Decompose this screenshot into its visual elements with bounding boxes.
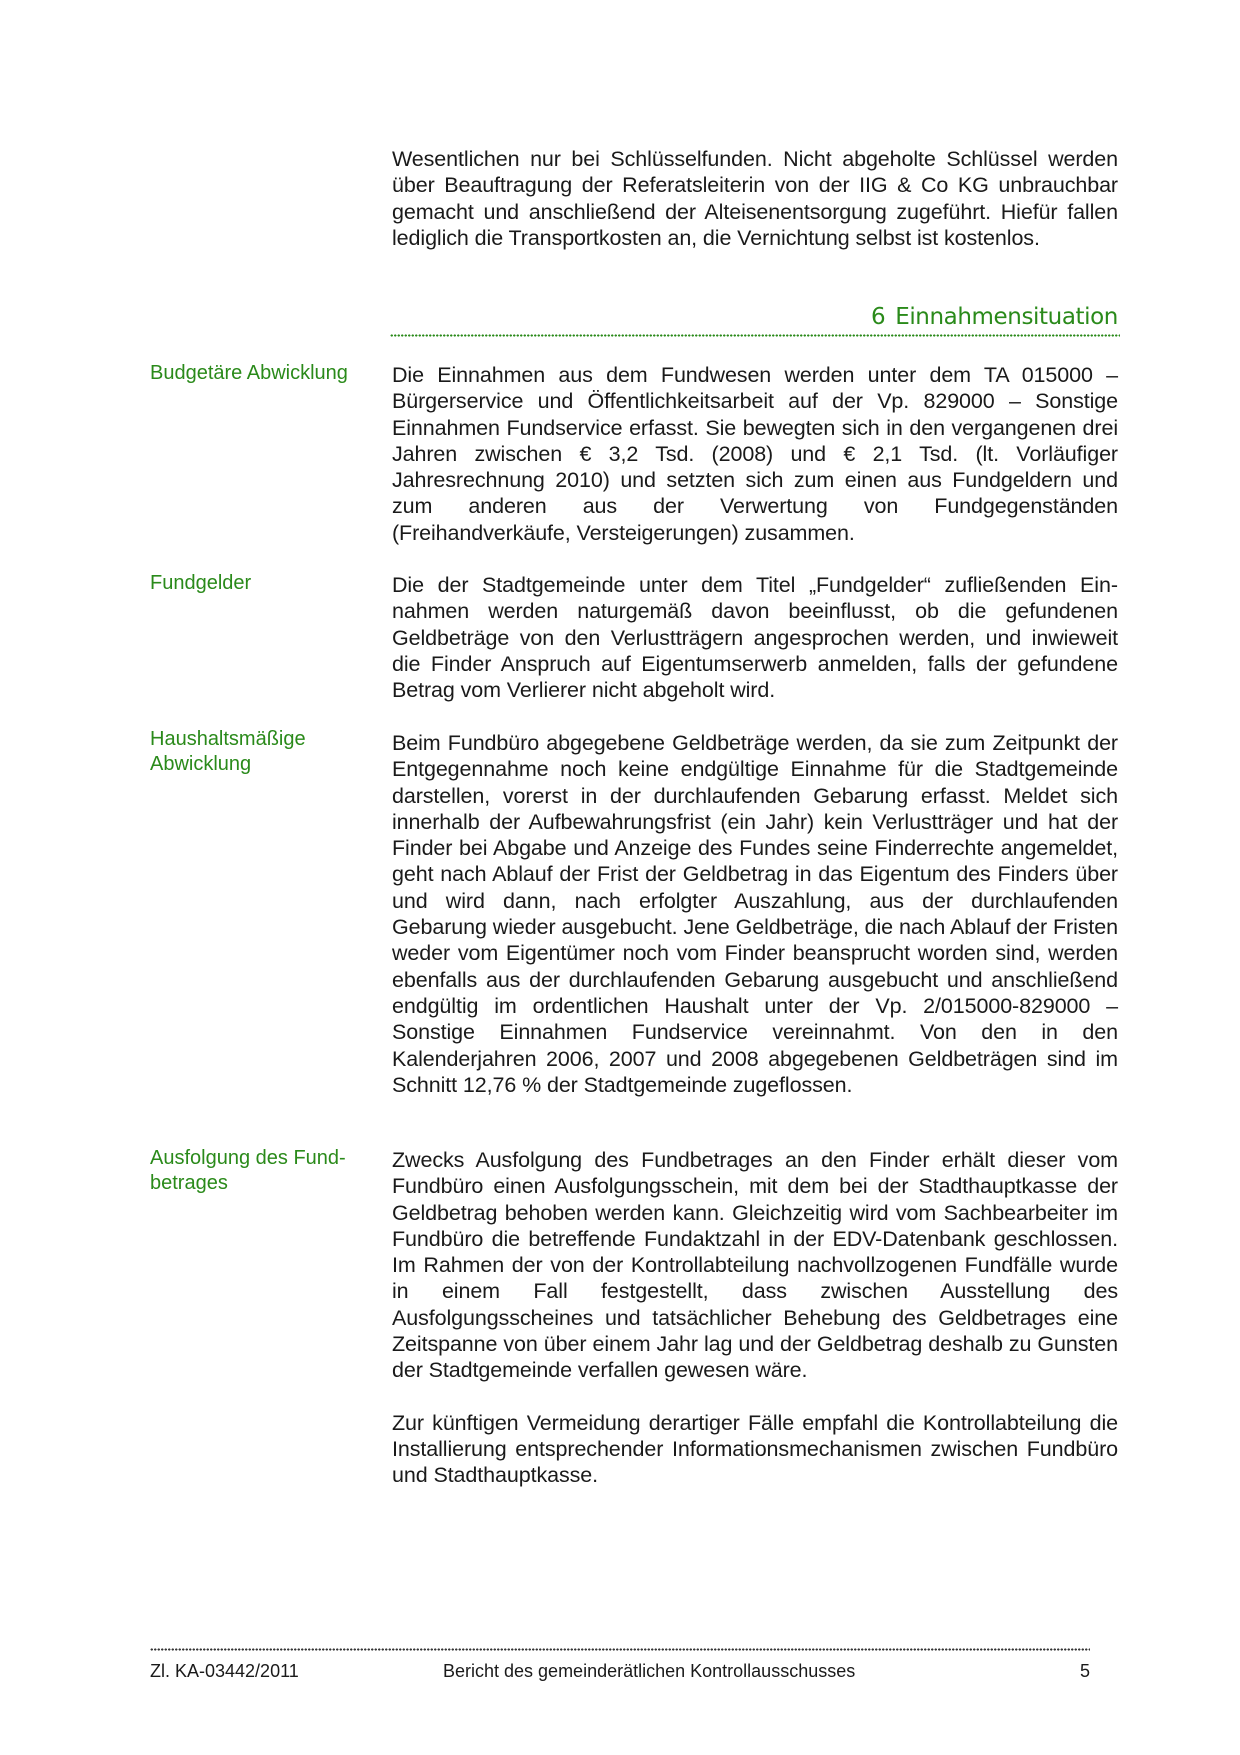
footer-divider [150, 1648, 1090, 1651]
side-label-ausfolgung: Ausfolgung des Fundbetrages [150, 1147, 346, 1194]
intro-block [392, 146, 1118, 251]
block-fundgelder [392, 572, 1118, 703]
paragraph: Zur künftigen Vermeidung derartiger Fälle empfahl die Kontrollabteilung die Installierung entsprechender Informationsmechanismen zwischen Fundbüro und Stadthauptkasse. [392, 1410, 1118, 1488]
paragraph: Die Einnahmen aus dem Fundwesen werden unter dem TA 015000 – Bürgerservice und Öffentlichkeitsarbeit auf der Vp. 829000 – Sonstige Einnahmen Fundservice erfasst. Sie bewegten sich in den vergangenen drei Jahren zwischen € 3,2 Tsd. (2008) und € 2,1 Tsd. (lt. Vorläufiger Jahresrechnung 2010) und setzten sich zum einen aus Fundgeldern und zum anderen aus der Verwertung von Fundgegenständen (Freihandverkäufe, Versteigerungen) zusammen. [392, 363, 1118, 545]
section-title: Einnahmensituation [895, 304, 1118, 330]
side-label-fundgelder: Fundgelder [150, 572, 252, 594]
side-label-haushaltsmaessige-abwicklung: Haushaltsmäßige Abwicklung [150, 728, 306, 775]
block-ausfolgung [392, 1147, 1118, 1489]
paragraph: Zwecks Ausfolgung des Fundbetrages an den Finder erhält dieser vom Fundbüro einen Ausfolgungsschein, mit dem bei der Stadthauptkasse der Geldbetrag behoben werden kann. Gleichzeitig wird vom Sachbearbeiter im Fundbüro die betreffende Fundaktzahl in der EDV-Datenbank geschlossen. Im Rahmen der von der Kontrollabteilung nachvollzogenen Fundfälle wurde in einem Fall festgestellt, dass zwischen Ausstellung des Ausfolgungsscheines und tatsächlicher Behebung des Geldbetrages eine Zeitspanne von über einem Jahr lag und der Geldbetrag deshalb zu Gunsten der Stadtgemeinde verfallen gewesen wäre. [392, 1148, 1118, 1383]
side-label-budgetaere-abwicklung: Budgetäre Abwicklung [150, 362, 348, 384]
paragraph: Beim Fundbüro abgegebene Geldbeträge werden, da sie zum Zeitpunkt der Entgegennahme noch keine endgültige Einnahme für die Stadtgemeinde darstellen, vorerst in der durchlaufenden Gebarung erfasst. Meldet sich innerhalb der Aufbewahrungsfrist (ein Jahr) kein Verlustträger und hat der Finder bei Abgabe und Anzeige des Fundes seine Finderrechte angemeldet, geht nach Ablauf der Frist der Geldbetrag in das Eigentum des Finders über und wird dann, nach erfolgter Auszahlung, aus der durchlaufenden Gebarung wieder ausgebucht. Jene Geldbeträge, die nach Ablauf der Fristen weder vom Eigentümer noch vom Finder beansprucht worden sind, werden ebenfalls aus der durchlaufenden Gebarung ausgebucht und anschließend endgültig im ordentlichen Haushalt unter der Vp. 2/015000-829000 – Sonstige Einnahmen Fundservice vereinnahmt. Von den in den Kalenderjahren 2006, 2007 und 2008 abgegebenen Geldbeträgen sind im Schnitt 12,76 % der Stadtgemeinde zugeflossen. [392, 731, 1118, 1097]
section-number: 6 [870, 304, 886, 330]
page-number: 5 [1079, 1661, 1090, 1681]
section-heading [392, 304, 1118, 330]
footer-reference: Zl. KA-03442/2011 [150, 1661, 299, 1681]
section-divider [390, 334, 1120, 337]
block-budgetaere-abwicklung [392, 362, 1118, 546]
footer-title: Bericht des gemeinderätlichen Kontrollausschusses [443, 1661, 856, 1681]
paragraph: Die der Stadtgemeinde unter dem Titel „Fundgelder“ zufließenden Einnahmen werden naturgemäß davon beeinflusst, ob die gefundenen Geldbeträge von den Verlustträgern angesprochen werden, und inwieweit die Finder Anspruch auf Eigentumserwerb anmelden, falls der gefundene Betrag vom Verlierer nicht abgeholt wird. [392, 573, 1118, 703]
intro-paragraph: Wesentlichen nur bei Schlüsselfunden. Nicht abgeholte Schlüssel werden über Beauftragung der Referatsleiterin von der IIG & Co KG unbrauchbar gemacht und anschließend der Alteisenentsorgung zugeführt. Hiefür fallen lediglich die Transportkosten an, die Vernichtung selbst ist kostenlos. [392, 147, 1118, 250]
block-haushaltsmaessige-abwicklung [392, 730, 1118, 1098]
